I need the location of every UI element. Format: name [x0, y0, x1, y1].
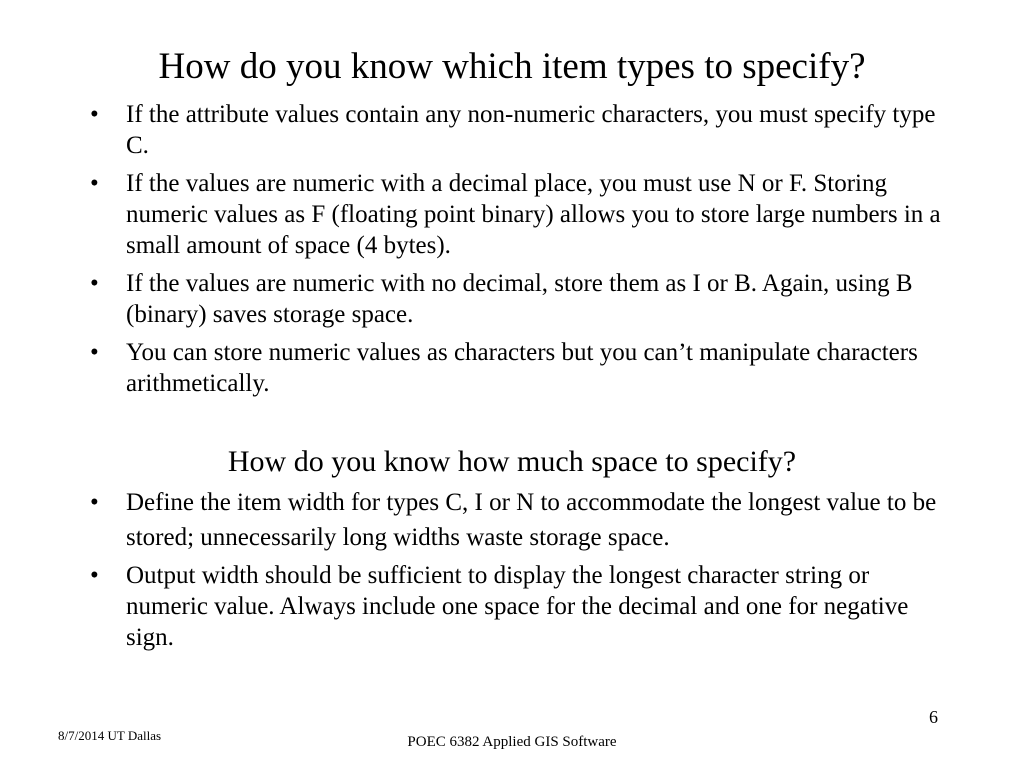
bullet-list-space — [90, 485, 950, 658]
footer-course-title: POEC 6382 Applied GIS Software — [407, 734, 617, 750]
bullet-item — [90, 560, 950, 653]
bullet-text: If the values are numeric with no decimal, store them as I or B. Again, using B (binary) saves storage space. — [126, 270, 913, 328]
bullet-text: If the attribute values contain any non-numeric characters, you must specify type C. — [126, 101, 936, 159]
bullet-text: You can store numeric values as characters but you can’t manipulate characters arithmetically. — [126, 339, 918, 397]
bullet-item — [90, 268, 950, 330]
bullet-item — [90, 168, 950, 261]
bullet-text: Output width should be sufficient to display the longest character string or numeric value. Always include one space for the decimal and one for negative sign. — [126, 562, 909, 651]
bullet-text: If the values are numeric with a decimal place, you must use N or F. Storing numeric values as F (floating point binary) allows you to store large numbers in a small amount of space (4 bytes). — [126, 170, 941, 259]
slide-number: 6 — [929, 707, 938, 727]
bullet-icon: • — [90, 339, 99, 366]
slide-title: How do you know which item types to specify? — [158, 46, 866, 87]
bullet-icon: • — [90, 562, 99, 589]
bullet-item — [90, 337, 950, 399]
bullet-list-item-types — [90, 99, 950, 406]
section-subheading: How do you know how much space to specify? — [227, 445, 797, 478]
bullet-icon: • — [90, 489, 99, 516]
bullet-icon: • — [90, 101, 99, 128]
bullet-item — [90, 99, 950, 161]
footer-date: 8/7/2014 UT Dallas — [58, 728, 162, 743]
bullet-item — [90, 485, 950, 555]
bullet-text: Define the item width for types C, I or N to accommodate the longest value to be stored; unnecessarily long widths waste storage space. — [126, 489, 937, 551]
bullet-icon: • — [90, 170, 99, 197]
bullet-icon: • — [90, 270, 99, 297]
